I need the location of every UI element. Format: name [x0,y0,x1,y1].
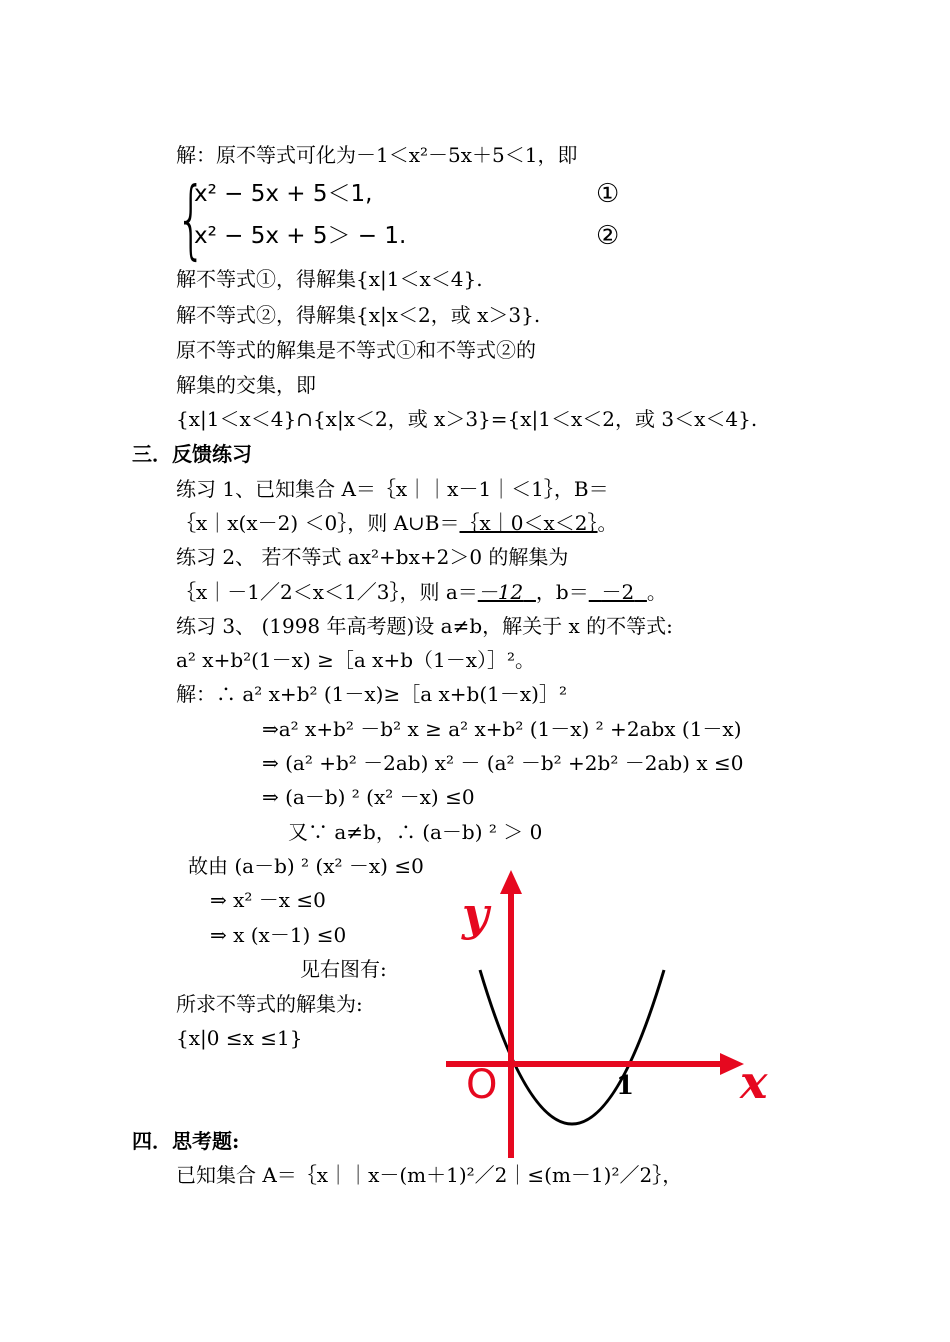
system-equation-2: x² − 5x + 5＞ − 1. [194,223,407,249]
system-equation-1: x² − 5x + 5＜1, [194,181,373,207]
solution-line-5: {x|1＜x＜4}∩{x|x＜2，或 x＞3}={x|1＜x＜2，或 3＜x＜4}. [176,407,758,431]
exercise-3-solution-1: 解：∴ a² x+b² (1－x)≥［a x+b(1－x)］² [176,682,567,706]
exercise-3-line-1: 练习 3、 (1998 年高考题)设 a≠b，解关于 x 的不等式: [176,614,673,638]
exercise-3-solution-4: ⇒ (a－b) ² (x² －x) ≤0 [262,785,475,809]
exercise-3-line-2: a² x+b²(1－x) ≥［a x+b（1－x）］²。 [176,648,536,672]
solution-intro: 解：原不等式可化为－1＜x²－5x＋5＜1，即 [176,143,578,167]
system-marker-1: ① [596,179,620,209]
exercise-3-solution-10: 所求不等式的解集为: [176,992,363,1016]
exercise-3-solution-7: ⇒ x² －x ≤0 [210,888,326,912]
exercise-2-answer-a: －12 [477,580,524,604]
exercise-1-line-1: 练习 1、已知集合 A＝｛x｜｜x－1｜＜1｝，B＝ [176,477,609,501]
exercise-3-solution-3: ⇒ (a² +b² －2ab) x² － (a² －b² +2b² －2ab) x ≤0 [262,751,744,775]
system-brace: { [176,169,207,269]
section-3-heading: 三．反馈练习 [132,442,252,466]
exercise-3-solution-2: ⇒a² x+b² －b² x ≥ a² x+b² (1－x) ² +2abx (1－x) [262,717,742,741]
y-axis-arrow [500,870,522,894]
exercise-2-answer-b: －2 [601,580,635,604]
exercise-2-prefix: ｛x｜－1／2＜x＜1／3｝，则 a＝ [176,580,478,604]
solution-line-3: 原不等式的解集是不等式①和不等式②的 [176,338,536,362]
parabola-curve [480,970,664,1124]
exercise-3-solution-8: ⇒ x (x－1) ≤0 [210,923,347,947]
exercise-2-line-2 [176,579,667,605]
exercise-2-middle: ，b＝ [535,580,589,604]
solution-line-2: 解不等式②，得解集{x|x＜2，或 x＞3}. [176,303,541,327]
exercise-1-answer: ｛x｜0＜x＜2｝ [459,511,598,535]
exercise-2-line-1: 练习 2、 若不等式 ax²+bx+2＞0 的解集为 [176,545,569,569]
exercise-1-prefix: ｛x｜x(x－2) ＜0｝，则 A∪B＝ [176,511,460,535]
section-4-heading: 四．思考题: [132,1129,240,1153]
origin-label: O [466,1062,498,1108]
parabola-graph [436,858,776,1158]
exercise-3-solution-6: 故由 (a－b) ² (x² －x) ≤0 [188,854,424,878]
exercise-3-solution-5: 又∵ a≠b，∴ (a－b) ² ＞ 0 [288,820,543,844]
solution-line-4: 解集的交集，即 [176,373,316,397]
exercise-2-suffix: 。 [646,580,667,604]
solution-line-1: 解不等式①，得解集{x|1＜x＜4}. [176,267,483,291]
section-4-line-1: 已知集合 A＝｛x｜｜x－(m＋1)²／2｜≤(m－1)²／2｝， [176,1163,683,1187]
system-marker-2: ② [596,221,620,251]
exercise-1-line-2 [176,510,618,536]
exercise-3-solution-9: 见右图有: [300,957,387,981]
x-axis-label: x [740,1055,768,1109]
y-axis-label: y [462,887,489,941]
exercise-1-suffix: 。 [597,511,618,535]
one-label: 1 [616,1071,635,1101]
exercise-3-solution-11: {x|0 ≤x ≤1} [176,1026,303,1050]
